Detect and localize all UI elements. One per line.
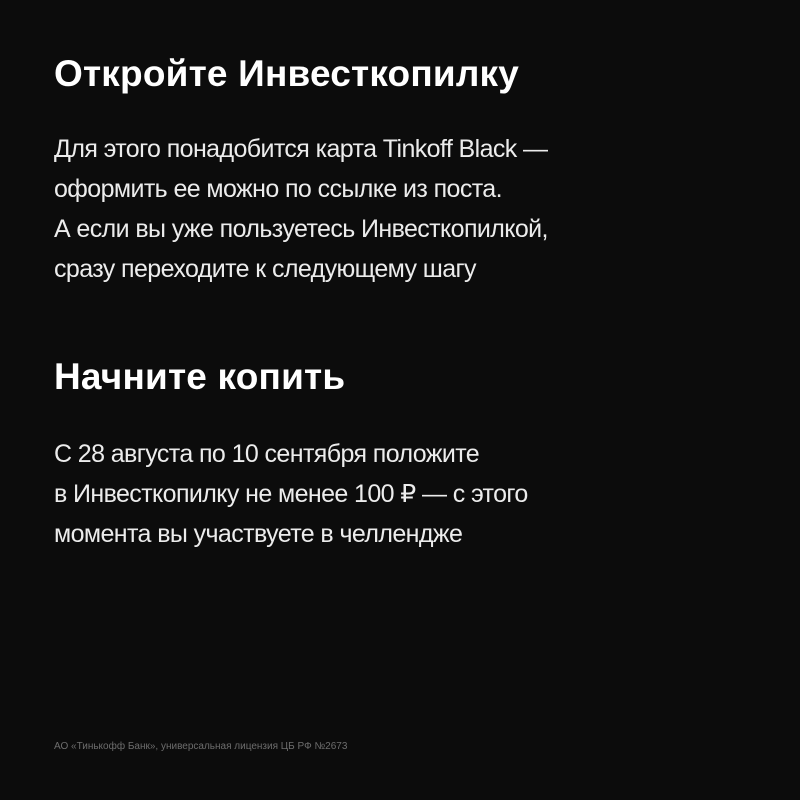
body-line: С 28 августа по 10 сентября положите: [54, 440, 480, 468]
section-body-open-piggy-bank: [54, 129, 548, 289]
body-line: Для этого понадобится карта Tinkoff Black —: [54, 135, 548, 163]
legal-disclaimer: АО «Тинькофф Банк», универсальная лицензия ЦБ РФ №2673: [54, 741, 348, 752]
section-body-start-saving: [54, 434, 528, 554]
body-line: оформить ее можно по ссылке из поста.: [54, 175, 502, 203]
body-line: сразу переходите к следующему шагу: [54, 255, 476, 283]
body-line: А если вы уже пользуетесь Инвесткопилкой,: [54, 215, 548, 243]
body-line: момента вы участвуете в челлендже: [54, 520, 463, 548]
body-line: в Инвесткопилку не менее 100 ₽ — с этого: [54, 480, 528, 508]
section-title-open-piggy-bank: Откройте Инвесткопилку: [54, 53, 520, 94]
section-title-start-saving: Начните копить: [54, 356, 346, 397]
